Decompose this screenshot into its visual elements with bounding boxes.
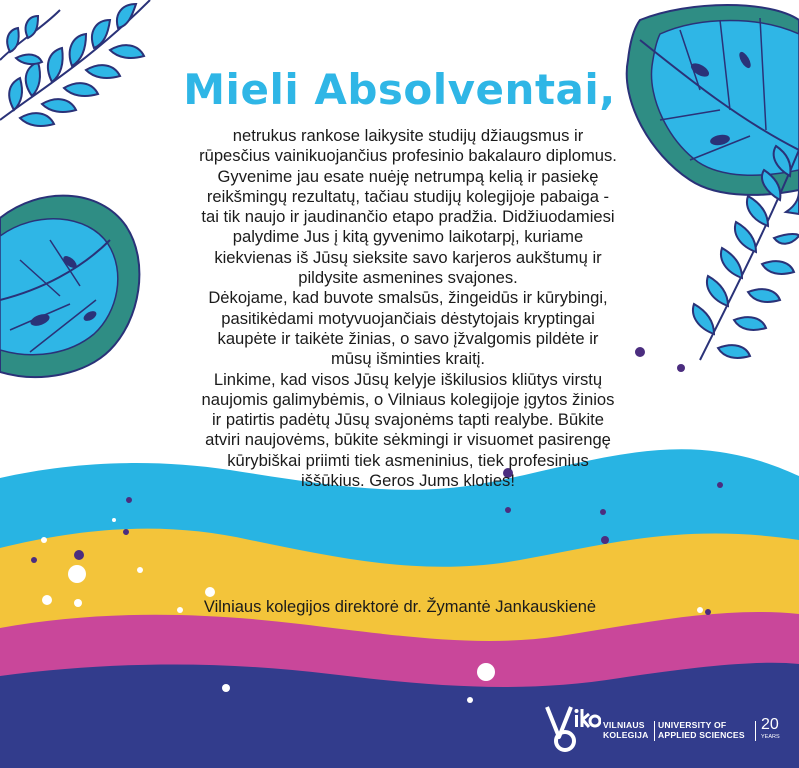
letter-line: pildysite asmenines svajones. [298,268,518,288]
viko-mark-icon [545,703,601,753]
letter-line: naujomis galimybėmis, o Vilniaus kolegijoje įgytos žinios [201,389,615,409]
letter-line: ir patirtis padėtų Jūsų svajonėms tapti realybe. Būkite [212,410,604,430]
letter-line: Linkime, kad visos Jūsų kelyje iškilusios kliūtys virstų [213,369,603,389]
greeting-title: Mieli Absolventai, [183,65,616,114]
letter-line: kiekvienas iš Jūsų sieksite savo karjeros aukštumų ir [214,247,602,267]
letter-line: Dėkojame, kad buvote smalsūs, žingeidūs ir kūrybingi, [208,288,608,308]
letter-line: rūpesčius vainikuojančius profesinio bakalauro diplomus. [199,146,617,166]
letter-line: mūsų išminties kraitį. [331,349,485,369]
director-signature: Vilniaus kolegijos direktorė dr. Žymantė Jankauskienė [203,598,597,616]
logo-name-en: UNIVERSITY OF APPLIED SCIENCES [658,720,745,740]
logo-name-lt: VILNIAUS KOLEGIJA [603,720,649,740]
logo-separator [755,721,756,741]
logo-anniversary-number: 20 [761,716,779,733]
monstera-leaf-left [0,196,139,377]
greeting-letter [148,126,668,491]
letter-line: iššūkius. Geros Jums kloties! [301,471,515,491]
letter-line: netrukus rankose laikysite studijų džiaugsmus ir [232,126,584,145]
logo-anniversary-label: YEARS [761,734,780,740]
letter-line: atviri naujovėms, būkite sėkmingi ir visuomet pasirengę [205,430,611,450]
letter-line: pasitikėdami motyvuojančiais dėstytojais kryptingai [221,308,595,328]
letter-line: reikšmingų rezultatų, tačiau studijų kolegijoje pabaiga - [206,186,610,206]
letter-line: Gyvenime jau esate nuėję netrumpą kelią ir pasiekę [217,166,599,186]
letter-line: palydime Jus į kitą gyvenimo laikotarpį, kuriame [232,227,584,247]
letter-line: kūrybiškai priimti tiek asmeninius, tiek profesinius [227,450,589,470]
viko-logo [545,703,785,753]
letter-line: tai tik naujo ir jaudinančio etapo pradžia. Didžiuodamiesi [201,207,615,227]
letter-line: kaupėte ir taikėte žinias, o savo įžvalgomis pildėte ir [217,328,599,348]
logo-separator [654,721,655,741]
